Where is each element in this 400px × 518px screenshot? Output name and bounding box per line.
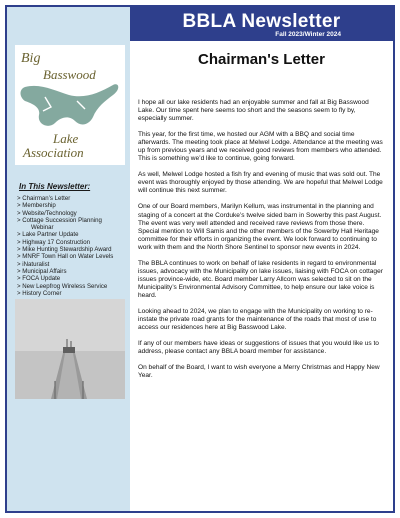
sidebar <box>7 7 130 511</box>
letter-title: Chairman's Letter <box>198 51 325 68</box>
newsletter-page <box>5 5 395 513</box>
letter-paragraph: One of our Board members, Marilyn Kellum, was instrumental in the planning and staging of a concert at the Corduke’s twelve sided barn in Sowerby this past August. The event was very well attended and received rave reviews from those there. Special mention to Will Samis and the other members of the Sowerby Hall Heritage committee for their efforts in organizing the event. We look forward to continuing to work with them and the North Shore Sentinel to sponsor new events in 2024. <box>138 203 382 251</box>
toc-item-chairmans-letter[interactable]: > Chairman’s Letter <box>17 195 71 202</box>
toc-item-cottage-succession[interactable]: > Cottage Succession Planning <box>17 216 102 224</box>
toc-item-inaturalist[interactable]: > iNaturalist <box>17 260 50 268</box>
toc-item-mnrf-town-hall[interactable]: > MNRF Town Hall on Water Levels <box>17 253 114 261</box>
letter-paragraph: If any of our members have ideas or suggestions of issues that you would like us to address, please contact any BBLA board member for assistance. <box>138 340 379 356</box>
logo-line-association: Association <box>23 145 84 160</box>
letter-paragraph: Looking ahead to 2024, we plan to engage with the Municipality on working to re-instate the private road grants for the maintenance of the roads that most of use to access our residences here at Big Basswood Lake. <box>138 307 377 332</box>
newsletter-issue: Fall 2023/Winter 2024 <box>275 31 341 38</box>
toc-item-membership[interactable]: > Membership <box>17 202 56 210</box>
toc-item-website[interactable]: > Website/Technology <box>17 209 77 217</box>
letter-paragraph: This year, for the first time, we hosted our AGM with a BBQ and social time afterwards. The meeting took place at Melwel Lodge. Attendance at the meeting was up from previous years and we received good reviews from members who attended. This is something we’d like to continue, going forward. <box>138 131 383 163</box>
toc-heading: In This Newsletter: <box>19 182 91 191</box>
table-of-contents <box>17 195 129 297</box>
association-logo <box>15 45 125 165</box>
letter-body <box>138 99 386 388</box>
logo-line-big: Big <box>21 51 41 66</box>
newsletter-title: BBLA Newsletter <box>182 11 341 32</box>
toc-item-stewardship-award[interactable]: > Mike Hunting Stewardship Award <box>17 246 112 254</box>
letter-paragraph: The BBLA continues to work on behalf of lake residents in regard to environmental issues, advocacy with the Municipality on lake issues, liaising with FOCA on cottager issues province-wide, etc. Board member Larry Allcorn was selected to sit on the Municipality’s Environmental Advisory Committee, to help ensure our lake voice is heard. <box>138 259 383 299</box>
toc-item-municipal-affairs[interactable]: > Municipal Affairs <box>17 267 67 275</box>
letter-paragraph: I hope all our lake residents had an enjoyable summer and fall at Big Basswood Lake. Our time spent here seems too short and the seasons seem to fly by, especially summer. <box>138 99 369 123</box>
foggy-dock-photo <box>15 299 125 399</box>
letter-paragraph: On behalf of the Board, I want to wish everyone a Merry Christmas and Happy New Year. <box>138 364 380 380</box>
toc-item-lake-partner[interactable]: > Lake Partner Update <box>17 231 79 239</box>
toc-item-leepfrog-wireless[interactable]: > New Leepfrog Wireless Service <box>17 282 108 290</box>
toc-item-foca-update[interactable]: > FOCA Update <box>17 275 61 283</box>
letter-paragraph: As well, Melwel Lodge hosted a fish fry and evening of music that was sold out. The event was thoroughly enjoyed by those attending. We are hopeful that Melwel Lodge will continue this next summer. <box>138 171 383 195</box>
newsletter-header <box>130 7 393 41</box>
toc-item-history-corner[interactable]: > History Corner <box>17 289 62 297</box>
dock-image-icon <box>15 299 125 399</box>
toc-item-webinar[interactable]: Webinar <box>31 224 54 232</box>
toc-item-highway-17[interactable]: > Highway 17 Construction <box>17 238 90 246</box>
logo-line-basswood: Basswood <box>43 67 96 82</box>
logo-line-lake: Lake <box>53 131 79 146</box>
